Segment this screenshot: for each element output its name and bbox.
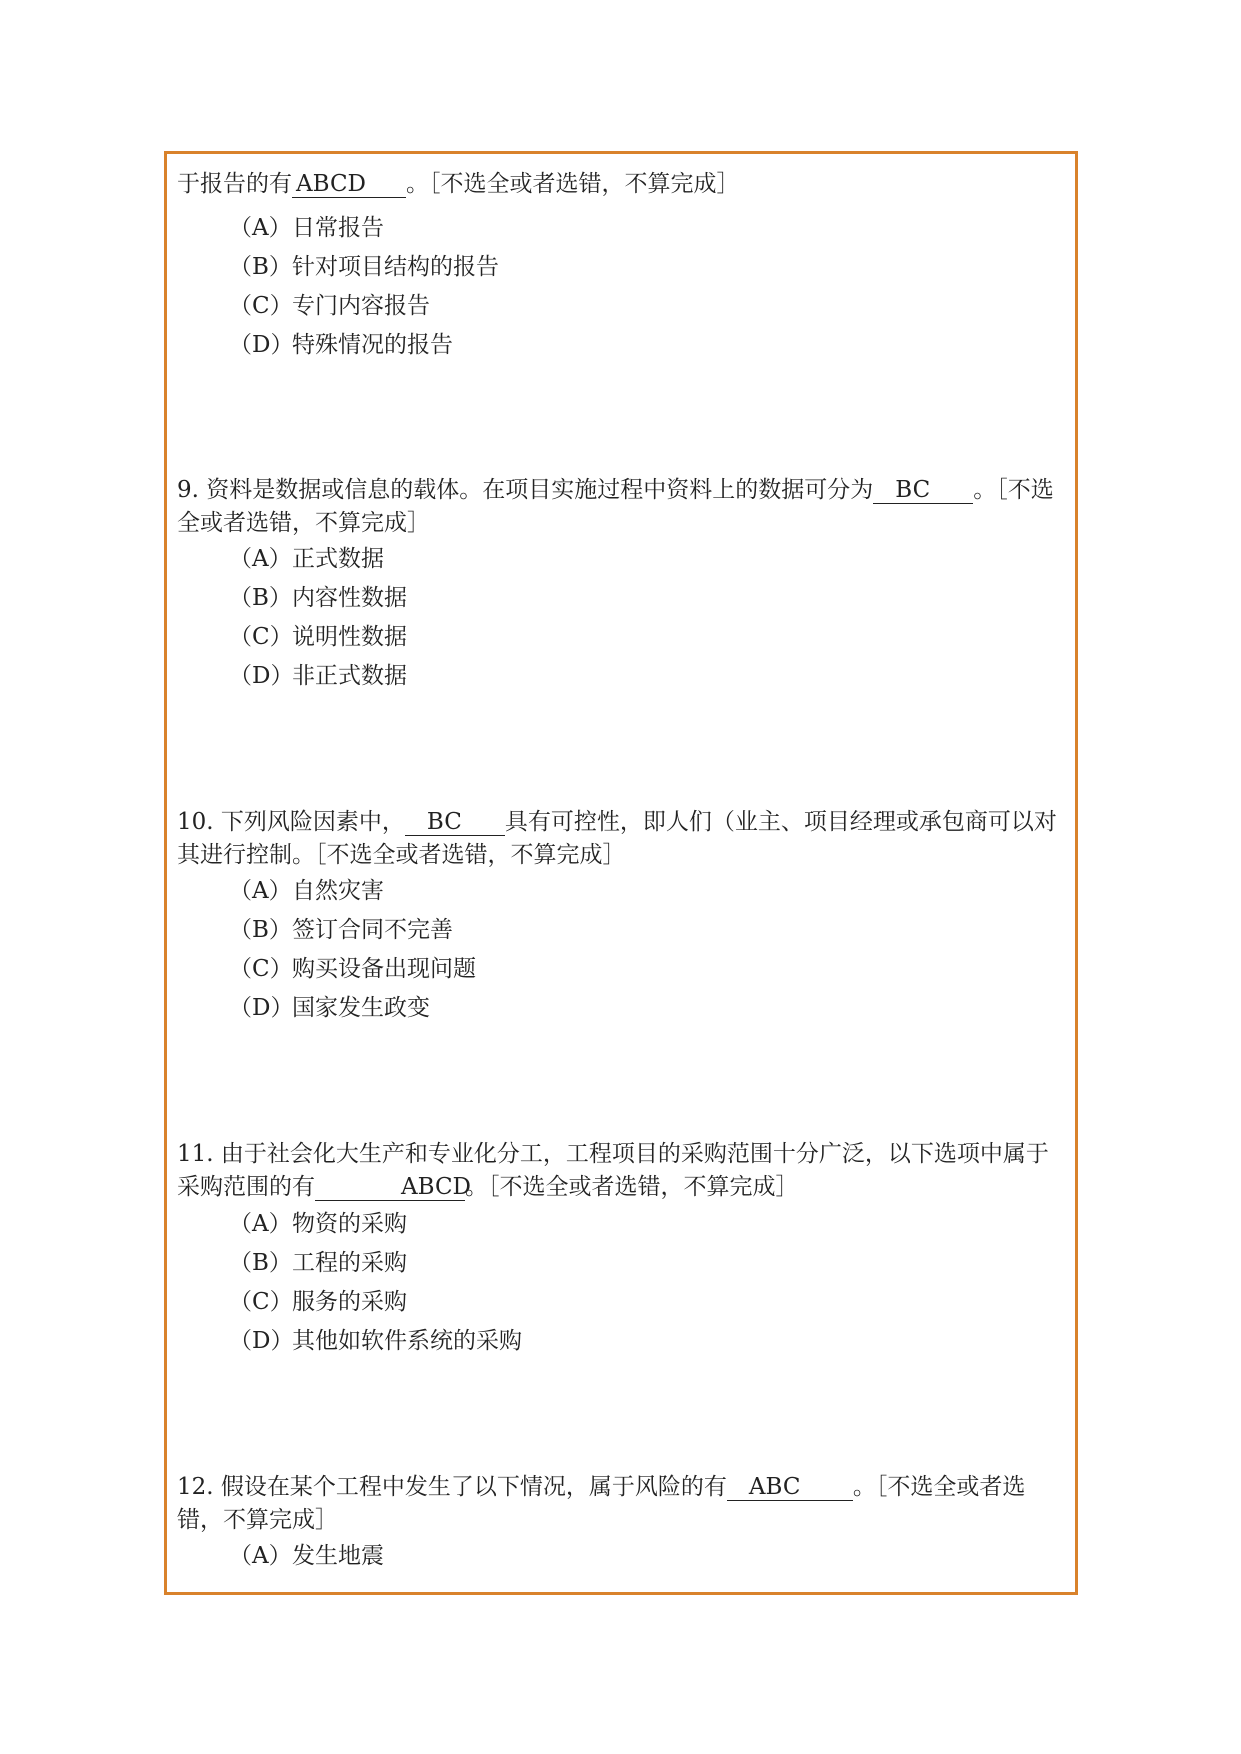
question-9-option-c — [229, 622, 407, 652]
option-text: 针对项目结构的报告 — [292, 254, 499, 280]
option-text: 特殊情况的报告 — [292, 332, 453, 358]
question-9-answer: BC — [873, 477, 973, 504]
option-label: （A） — [229, 878, 292, 904]
option-text: 国家发生政变 — [292, 995, 430, 1021]
option-text: 日常报告 — [292, 215, 384, 241]
question-12-note: 。［不选全或者选错，不算完成］ — [177, 1474, 1026, 1533]
option-text: 物资的采购 — [292, 1211, 407, 1237]
option-text: 说明性数据 — [292, 624, 407, 650]
question-11-answer: ABCD — [315, 1174, 465, 1201]
question-10-option-c — [229, 954, 476, 984]
question-10-note: 具有可控性，即人们（业主、项目经理或承包商可以对其进行控制。［不选全或者选错，不算完成］ — [177, 809, 1057, 868]
option-text: 其他如软件系统的采购 — [292, 1328, 522, 1354]
question-8-stem — [177, 168, 1067, 201]
question-9-note: 。［不选全或者选错，不算完成］ — [177, 477, 1054, 536]
question-9-option-b — [229, 583, 407, 613]
question-12-answer: ABC — [727, 1474, 853, 1501]
option-label: （D） — [229, 995, 294, 1021]
question-8-option-d — [229, 330, 453, 360]
question-11-option-c — [229, 1287, 407, 1317]
question-10-answer: BC — [405, 809, 505, 836]
option-label: （B） — [229, 585, 292, 611]
question-9-option-d — [229, 661, 407, 691]
option-text: 内容性数据 — [292, 585, 407, 611]
question-9-stem — [177, 474, 1067, 540]
option-label: （B） — [229, 1250, 292, 1276]
document-frame — [164, 151, 1078, 1595]
question-9-text: 9. 资料是数据或信息的载体。在项目实施过程中资料上的数据可分为 — [177, 477, 874, 503]
option-text: 工程的采购 — [292, 1250, 407, 1276]
question-12-option-a — [229, 1541, 384, 1571]
option-label: （B） — [229, 254, 292, 280]
question-10-text: 10. 下列风险因素中， — [177, 809, 405, 835]
question-10-stem — [177, 806, 1067, 872]
question-11-note: 。［不选全或者选错，不算完成］ — [465, 1174, 799, 1200]
option-label: （A） — [229, 215, 292, 241]
option-label: （C） — [229, 624, 293, 650]
option-label: （C） — [229, 293, 293, 319]
option-label: （C） — [229, 1289, 293, 1315]
option-text: 专门内容报告 — [292, 293, 430, 319]
question-8-note: 。［不选全或者选错，不算完成］ — [406, 171, 740, 197]
question-8-option-a — [229, 213, 384, 243]
option-text: 自然灾害 — [292, 878, 384, 904]
option-text: 服务的采购 — [292, 1289, 407, 1315]
option-label: （D） — [229, 1328, 294, 1354]
question-11-option-d — [229, 1326, 522, 1356]
question-10-option-a — [229, 876, 384, 906]
option-text: 签订合同不完善 — [292, 917, 453, 943]
question-10-option-b — [229, 915, 453, 945]
question-11-stem — [177, 1138, 1067, 1204]
option-text: 购买设备出现问题 — [292, 956, 476, 982]
option-label: （A） — [229, 1211, 292, 1237]
option-label: （D） — [229, 332, 294, 358]
question-9-option-a — [229, 544, 384, 574]
question-11-option-a — [229, 1209, 407, 1239]
question-12-stem — [177, 1471, 1067, 1537]
question-11-option-b — [229, 1248, 407, 1278]
option-label: （A） — [229, 1543, 292, 1569]
question-12-text: 12. 假设在某个工程中发生了以下情况，属于风险的有 — [177, 1474, 727, 1500]
option-label: （D） — [229, 663, 294, 689]
option-label: （A） — [229, 546, 292, 572]
question-10-option-d — [229, 993, 430, 1023]
question-11-text: 11. 由于社会化大生产和专业化分工，工程项目的采购范围十分广泛，以下选项中属于采购范围的有 — [177, 1141, 1049, 1200]
option-label: （B） — [229, 917, 292, 943]
question-8-answer: ABCD — [292, 171, 406, 198]
question-8-option-b — [229, 252, 499, 282]
option-text: 非正式数据 — [292, 663, 407, 689]
option-text: 正式数据 — [292, 546, 384, 572]
option-text: 发生地震 — [292, 1543, 384, 1569]
question-8-text: 于报告的有 — [177, 171, 292, 197]
question-8-option-c — [229, 291, 430, 321]
option-label: （C） — [229, 956, 293, 982]
